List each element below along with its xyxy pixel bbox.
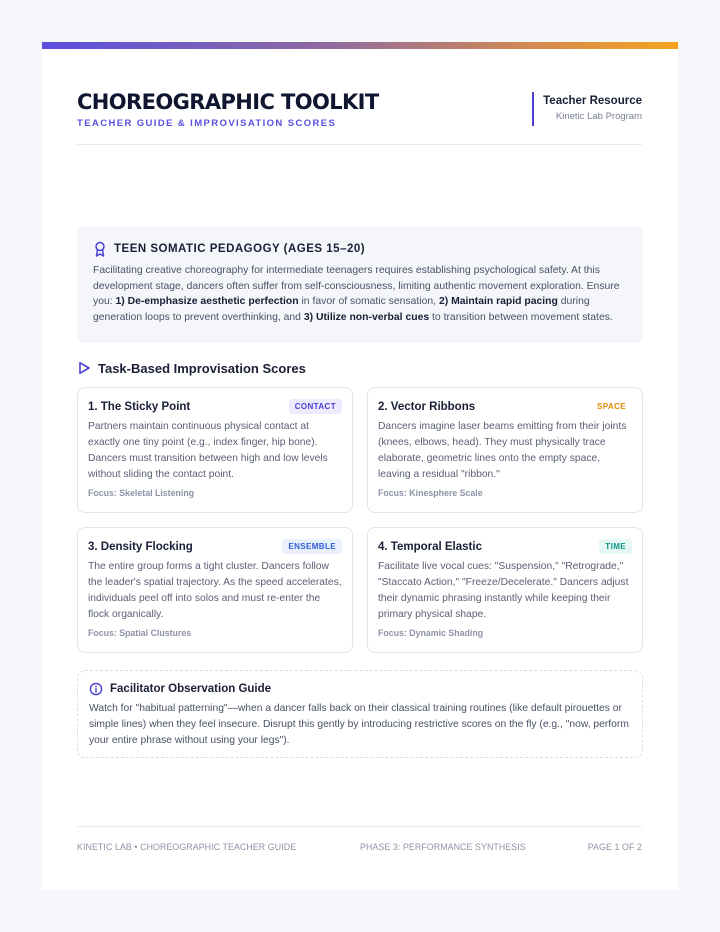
score-card-title: 2. Vector Ribbons: [378, 401, 476, 413]
pedagogy-point-1: 1) De-emphasize aesthetic perfection: [115, 296, 299, 308]
accent-gradient-bar: [42, 42, 678, 49]
pedagogy-point-3: 3) Utilize non-verbal cues: [303, 312, 430, 324]
score-card-focus: Focus: Kinesphere Scale: [378, 488, 483, 498]
header-divider: [77, 144, 642, 145]
score-card-density-flocking: [77, 527, 353, 653]
footer-center: PHASE 3: PERFORMANCE SYNTHESIS: [360, 842, 526, 852]
score-card-focus: Focus: Dynamic Shading: [378, 628, 484, 638]
page-subtitle: TEACHER GUIDE & IMPROVISATION SCORES: [77, 118, 337, 129]
score-card-temporal-elastic: [367, 527, 643, 653]
score-card-description: Partners maintain continuous physical contact at exactly one tiny point (e.g., index finger, hip bone). Dancers must transition between high and low levels without sliding the contact point.: [88, 421, 328, 480]
score-card-badge: ENSEMBLE: [282, 539, 342, 554]
footer-left: KINETIC LAB • CHOREOGRAPHIC TEACHER GUIDE: [77, 842, 297, 852]
pedagogy-callout: [77, 226, 643, 343]
pedagogy-text-part: to transition between movement states.: [429, 312, 613, 324]
guide-title: Facilitator Observation Guide: [110, 683, 272, 695]
play-icon: [77, 361, 91, 375]
footer-page-number: PAGE 1 OF 2: [587, 842, 642, 852]
score-card-title: 3. Density Flocking: [88, 541, 193, 553]
score-card-description: Facilitate live vocal cues: "Suspension," "Retrograde," "Staccato Action," "Freeze/Decelerate." Dancers adjust their dynamic phrasing instantly while keeping their primary physical shape.: [378, 561, 629, 620]
score-card-badge: CONTACT: [289, 399, 342, 414]
pedagogy-text-part: during generation loops to prevent overthinking, and: [93, 296, 590, 324]
guide-text: Watch for "habitual patterning"—when a dancer falls back on their classical training routines (like default pirouettes or simple lines) when they feel insecure. Disrupt this gently by introducing restrictive scores on the fly (e.g., "now, perform your entire phrase without using your legs").: [89, 703, 629, 746]
observation-guide-callout: [77, 670, 643, 758]
document-page: [42, 42, 678, 890]
score-card-title: 1. The Sticky Point: [88, 401, 191, 413]
resource-label: [532, 92, 642, 126]
page-header: [77, 90, 642, 146]
scores-section-title: Task-Based Improvisation Scores: [98, 360, 306, 376]
score-card-focus: Focus: Spatial Clustures: [88, 628, 192, 638]
score-card-focus: Focus: Skeletal Listening: [88, 488, 195, 498]
footer-divider: [77, 826, 642, 827]
pedagogy-text-part: in favor of somatic sensation,: [298, 296, 439, 308]
pedagogy-text: [93, 263, 627, 326]
score-card-description: Dancers imagine laser beams emitting from their joints (knees, elbows, head). They must physically trace elaborate, geometric lines onto the empty space, leaving a residual "ribbon.": [378, 421, 627, 480]
pedagogy-title: TEEN SOMATIC PEDAGOGY (AGES 15–20): [114, 243, 366, 255]
score-card-badge: TIME: [599, 539, 632, 554]
score-card-title: 4. Temporal Elastic: [378, 541, 482, 553]
score-card-sticky-point: [77, 387, 353, 513]
score-card-description: The entire group forms a tight cluster. Dancers follow the leader's spatial trajectory. As the speed accelerates, individuals peel off into solos and must re-enter the flock organically.: [88, 561, 342, 620]
pedagogy-point-2: 2) Maintain rapid pacing: [438, 296, 558, 308]
pedagogy-text-part: Facilitating creative choreography for intermediate teenagers requires establishing psychological safety. At this development stage, dancers often suffer from self-consciousness, limiting authentic movement exploration. Ensure you:: [93, 265, 620, 308]
score-card-vector-ribbons: [367, 387, 643, 513]
page-title: CHOREOGRAPHIC TOOLKIT: [77, 90, 379, 114]
score-card-badge: SPACE: [591, 399, 632, 414]
resource-title: Teacher Resource: [543, 95, 642, 107]
scores-section-header: [77, 358, 306, 378]
info-icon: [89, 682, 103, 696]
resource-program: Kinetic Lab Program: [555, 111, 642, 122]
award-ribbon-icon: [93, 241, 107, 257]
